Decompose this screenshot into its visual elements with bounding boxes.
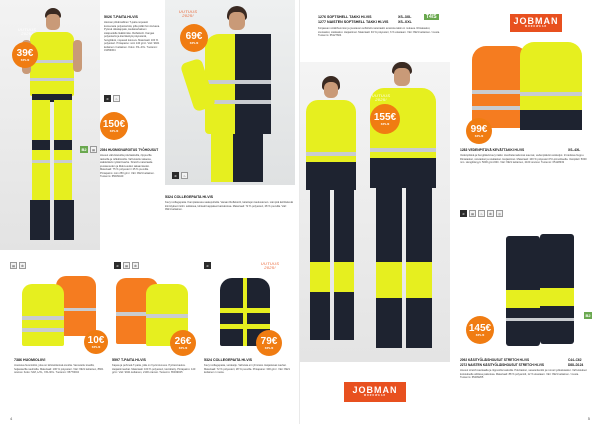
work-trousers-title-1: 2092 KÄSITYÖLÄISHOUSUT STRETCH HI-VIS: [460, 358, 530, 362]
price-unit: KPL/€: [189, 41, 199, 45]
iron-icon: ♨: [181, 172, 188, 179]
price-badge-winter-jacket: [466, 118, 492, 144]
price-badge-softshell: [370, 104, 400, 134]
price-unit: KPL/€: [20, 58, 30, 62]
softshell-size-1: XS–3XL: [398, 15, 412, 19]
new-badge-black-jacket: UUTUUS 2025!: [260, 261, 280, 271]
price-badge-work-trousers: [466, 316, 494, 344]
price-value: 155€: [373, 112, 397, 123]
recycle-icon: ♻: [19, 262, 26, 269]
price-value: 39€: [16, 48, 34, 59]
wash-icon: ≋: [114, 262, 121, 269]
black-jacket-title: 5324 COLLEGEPAITA HI-VIS: [204, 358, 253, 362]
softshell-title-1: 1276 SOFTSHELL TAKKI HI-VIS: [318, 15, 372, 19]
brand-sub: WORKWEAR: [524, 26, 548, 28]
work-trousers-size-2: D88–D124: [568, 363, 584, 367]
wash-icon: ≋: [104, 95, 111, 102]
hoodie-title: 5324 COLLEGEPAITA HI-VIS: [165, 195, 214, 199]
price-badge-vest: [84, 330, 108, 354]
recycle-icon: ♻: [132, 262, 139, 269]
price-unit: KPL/€: [380, 122, 390, 126]
cert-b2-icon: B2: [81, 147, 87, 152]
softshell-class-tag: T4/S: [426, 14, 437, 20]
price-unit: KPL/€: [474, 134, 484, 138]
price-value: 150€: [102, 119, 126, 130]
price-badge-long-tshirt: [170, 330, 196, 356]
brand-name: JOBMAN: [513, 16, 559, 26]
winter-jacket-text: Vedenpitävä ja hengittävä kevyt takki. Huuhtelemattomat saumat, vedenpitävät vetoketjut. Irrotettava huppu. Rintataskut, sivutaskut ja sisätaskut. Heijastimet. Materiaali: 100 % polyesteri PU-pinnoitteella. Vesipilari: 5000 mm. Hengittävyys: 5000 g/m²/24h. Väri: 9921 keltainen, 2100 oranssi. Tuotenro: 65128333: [460, 154, 587, 164]
price-value: 145€: [468, 323, 492, 334]
dry-icon: ◎: [496, 210, 503, 217]
cert-icon: ▤: [10, 262, 17, 269]
price-value: 10€: [87, 335, 105, 346]
price-value: 99€: [470, 124, 488, 135]
tshirt-care-icons: [104, 95, 120, 102]
trousers-title: 2394 HUOMIOVAROITUS TYÖHOUSUT: [100, 148, 159, 152]
work-trousers-class-tag: B2: [585, 313, 591, 318]
right-page: [300, 0, 600, 424]
vest-title: 7386 HUOMIOLIIVI: [14, 358, 46, 362]
vest-text: Joustava huomioliivi, joka on kiristettävissä sivuilta. Varustettu leveillä, heijastavilla nauhoilla. Materiaali: 100 % polyesteri. Väri: 9921 keltainen, 8821 oranssi. Koko: S/M, L/XL, XXL/3XL. Tuotenro: 65770004: [14, 364, 104, 374]
price-value: 26€: [174, 336, 192, 347]
page-number-right: 5: [587, 416, 590, 421]
brand-sub: WORKWEAR: [363, 395, 387, 397]
winter-jacket-size: XS–4XL: [568, 148, 581, 152]
long-tshirt-icons: [114, 262, 139, 269]
price-badge-hoodie: [180, 24, 208, 52]
wash-icon: ≋: [172, 172, 179, 179]
wash-icon: ≋: [460, 210, 467, 217]
new-badge-softshell: UUTUUS 2025!: [371, 93, 391, 103]
price-unit: KPL/€: [178, 346, 188, 350]
price-unit: KPL/€: [109, 129, 119, 133]
softshell-text: Korjaavan sinkkihuomion ja joustavan softshell-materiaalin ansiosta takki on mukava. Rintataskut, sivutaskut, sisätaskut. Heijastimet. Materiaali: 94 % polyesteri, 6 % elastaani. Väri: 9921 keltainen / musta. Tuotenro: 65127604: [318, 27, 440, 37]
winter-jacket-title: 1283 VEDENPITÄVÄ KEVÄTTAKKI HI-VIS: [460, 148, 525, 152]
black-jacket-text: Kevyt collegepaita, vetoketju. Vahvista eri ryhmissä. Heijastavat nauhat. Materiaali: 72 % polyesteri, 28 % puuvilla. Pintapaino: 300 g/m². Väri: 9921 keltainen / musta.: [204, 364, 290, 374]
recycle-icon: ♻: [487, 210, 494, 217]
hoodie-text: Kevyt collegepaita. Kampiaisessa vaatepuhella. Varaan Reflektorit, laitettujen kaulustenen. Lämpöä kehittelevät kiinnitykset ristiin: selkäosa, kiinteät kappaleet kainaloissa. Materiaali: 72 % polyesteri, 28 % puuvilla. Väri: 9921 keltainen.: [165, 201, 293, 211]
work-trousers-photo: [500, 232, 580, 350]
cert-icon: ▤: [123, 262, 130, 269]
vest-cert-icons: [10, 262, 26, 269]
price-unit: KPL/€: [475, 333, 485, 337]
price-unit: KPL/€: [264, 346, 274, 350]
long-tshirt-text: Kapea ja pehmeä T-paita, jolla on hyvä istuvuus. Pyöreä kaulus. Heijastinnauhat. Materiaali: 100 % polyesteri, kierrätetty. Pintapaino: 140 g/m². Väri: 9921 keltainen, 2100 oranssi. Tuotenro: 65049025: [112, 364, 196, 374]
brand-name: JOBMAN: [352, 385, 398, 395]
brand-logo-bottom: [344, 382, 406, 402]
page-number-left: 4: [10, 416, 13, 421]
cert-icon: ▤: [469, 210, 476, 217]
iron-icon: ♨: [113, 95, 120, 102]
tshirt-title: 5026 T-PAITA HI-VIS: [104, 15, 138, 19]
iron-icon: ♨: [478, 210, 485, 217]
trousers-cert-icons: [80, 146, 97, 153]
work-trousers-size-1: C44–C62: [568, 358, 582, 362]
softshell-size-2: XS–XXL: [398, 20, 412, 24]
new-badge-tshirt: UUTUUS 2025!: [17, 27, 37, 37]
winter-jacket-icons: [460, 210, 503, 217]
cert-icon: ▤: [90, 146, 97, 153]
wash-icon: ≋: [204, 262, 211, 269]
brand-logo-top: [510, 14, 562, 32]
price-badge-trousers: [100, 112, 128, 140]
price-value: 79€: [260, 336, 278, 347]
tshirt-text: Hieman pitkämallinen T-paita nopeasti kuivuvasta polyesteristä, jolla pidät ihon kuivana. Pyöreä olkakappale, kaularauhaksen sisäpuolelle lisäkiinnike. Reflektorit. Kangas polyesteriä ja kierrätettyä polyesteriä, hengittävä, nopeasti kuivuva. Materiaali: 100 % polyesteri. Pintapaino: noin 140 g/m². Väri: 9921 keltainen / keltainen. Koko: XS–4XL. Tuotenro: 31053004: [104, 21, 160, 52]
work-trousers-text: Housut stretch-kankaalla ja riippuvilla taskuilla. Polvitaskut, vasaranlenkki ja monet työkalutaskut. Vahvistukset kulutukselle alttiissa paikoissa. Materiaali: 88 % polyamidi, 12 % elastaani. Väri: 9921 keltainen / musta. Tuotenro: 65209265: [460, 369, 587, 379]
work-trousers-title-2: 2272 NAISTEN KÄSITYÖLÄISHOUSUT STRETCH HI-VIS: [460, 363, 544, 367]
softshell-title-2: 1277 NAISTEN SOFTSHELL TAKKI HI-VIS: [318, 20, 389, 24]
new-badge-hoodie: UUTUUS 2025!: [178, 9, 198, 19]
price-value: 69€: [185, 31, 203, 42]
hoodie-care-icons: [172, 172, 188, 179]
long-tshirt-title: 5597 T-PAITA HI-VIS: [112, 358, 146, 362]
price-badge-tshirt: [12, 42, 38, 68]
price-badge-black-jacket: [256, 330, 282, 356]
black-jacket-icons: [204, 262, 211, 269]
trousers-text: Housut vahvistetuilla polvitaskuilla, riippuvilla taskuilla ja reflektoreilla. Vahvistettu takaosa, säädettävä vyötärönauha. Stretch-materiaalia joustavuuden ja liikkuvuuden takaamiseksi. Materiaali: 75 % polyesteri / 25 % puuvilla. Pintapaino: noin 250 g/m². Väri: 9921 keltainen. Tuotenro: 65039440: [100, 154, 155, 178]
price-unit: KPL/€: [91, 345, 101, 349]
tshirt-model-photo: [0, 0, 100, 250]
